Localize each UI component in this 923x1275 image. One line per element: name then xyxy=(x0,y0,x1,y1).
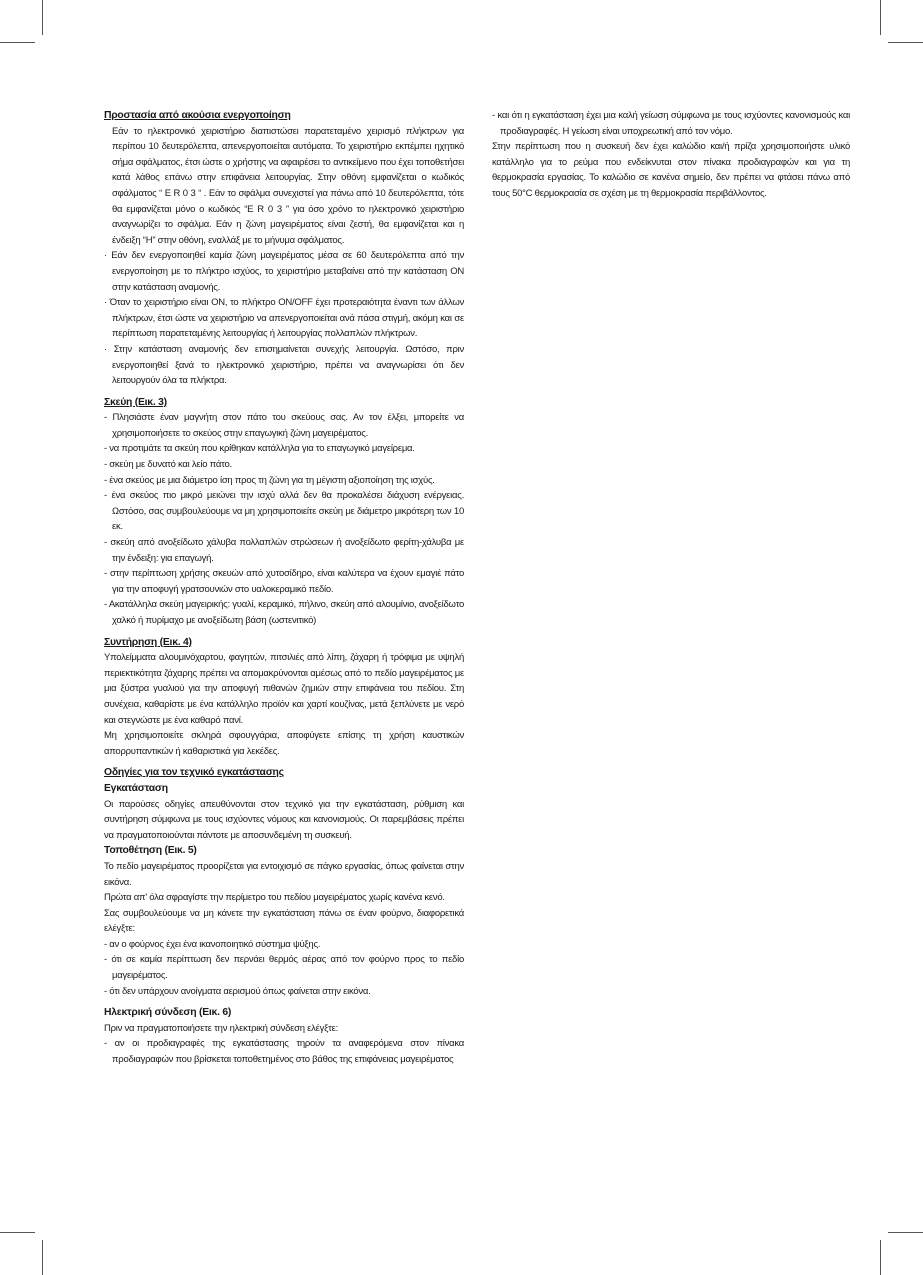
list-item: - αν ο φούρνος έχει ένα ικανοποιητικό σύστημα ψύξης. xyxy=(104,938,321,950)
list-item: - στην περίπτωση χρήσης σκευών από χυτοσίδηρο, είναι καλύτερα να έχουν εμαγιέ πάτο για την αποφυγή γρατσουνιών στο υαλοκεραμικό πεδίο. xyxy=(104,568,464,595)
left-column xyxy=(104,108,464,1068)
section-title-maintenance: Συντήρηση (Εικ. 4) xyxy=(104,636,192,648)
crop-mark xyxy=(0,42,35,43)
paragraph: Μη χρησιμοποιείτε σκληρά σφουγγάρια, αποφύγετε επίσης τη χρήση καυστικών απορρυπαντικών ή καθαριστικά για λεκέδες. xyxy=(104,730,464,757)
list-item: - να προτιμάτε τα σκεύη που κρίθηκαν κατάλληλα για το επαγωγικό μαγείρεμα. xyxy=(104,443,415,455)
crop-mark xyxy=(0,1232,35,1233)
list-item: - ότι δεν υπάρχουν ανοίγματα αερισμού όπως φαίνεται στην εικόνα. xyxy=(104,985,371,997)
list-item: - σκεύη από ανοξείδωτο χάλυβα πολλαπλών στρώσεων ή ανοξείδωτο φερίτη-χάλυβα με την ένδειξη: για επαγωγή. xyxy=(104,537,464,564)
list-item: · Εάν δεν ενεργοποιηθεί καμία ζώνη μαγειρέματος μέσα σε 60 δευτερόλεπτα από την ενεργοποίηση με το πλήκτρο ισχύος, το χειριστήριο μεταβαίνει από την κατάσταση ON στην κατάσταση αναμονής. xyxy=(104,250,464,293)
list-item: - ότι σε καμία περίπτωση δεν περνάει θερμός αέρας από τον φούρνο προς το πεδίο μαγειρέματος. xyxy=(104,954,464,982)
section-title-protection: Προστασία από ακούσια ενεργοποίηση xyxy=(104,110,291,121)
paragraph: Το πεδίο μαγειρέματος προορίζεται για εντοιχισμό σε πάγκο εργασίας, όπως φαίνεται στην εικόνα. xyxy=(104,860,464,888)
paragraph: Οι παρούσες οδηγίες απευθύνονται στον τεχνικό για την εγκατάσταση, ρύθμιση και συντήρηση σύμφωνα με τους ισχύοντες νόμους και κανονισμούς. Οι παρεμβάσεις πρέπει να πραγματοποιούνται πάντοτε με αποσυνδεμένη τη συσκευή. xyxy=(104,798,464,841)
crop-mark xyxy=(42,0,43,35)
list-item: - και ότι η εγκατάσταση έχει μια καλή γείωση σύμφωνα με τους ισχύοντες κανονισμούς και προδιαγραφές. Η γείωση είναι υποχρεωτική από τον νόμο. xyxy=(492,110,850,137)
crop-mark xyxy=(880,1240,881,1275)
list-item: - Ακατάλληλα σκεύη μαγειρικής: γυαλί, κεραμικό, πήλινο, σκεύη από αλουμίνιο, ανοξείδωτο χαλκό ή πυρίμαχο με ανοξείδωτη βάση (ωστενιτικό) xyxy=(104,599,464,626)
list-item: - σκεύη με δυνατό και λείο πάτο. xyxy=(104,459,232,471)
subsection-title-installation: Εγκατάσταση xyxy=(104,782,168,794)
crop-mark xyxy=(888,1232,923,1233)
section-title-installer: Οδηγίες για τον τεχνικό εγκατάστασης xyxy=(104,767,284,779)
paragraph: Στην περίπτωση που η συσκευή δεν έχει καλώδιο και/ή πρίζα χρησιμοποιήστε υλικό κατάλληλο για το ρεύμα που ενδείκνυται στον πίνακα προδιαγραφών και για τη θερμοκρασία εργασίας. Το καλώδιο σε κανένα σημείο, δεν πρέπει να φτάσει πάνω από τους 50°C θερμοκρασία σε σχέση με τη θερμοκρασία περιβάλλοντος. xyxy=(492,141,850,199)
section-title-cookware: Σκεύη (Εικ. 3) xyxy=(104,396,167,408)
crop-mark xyxy=(888,42,923,43)
crop-mark xyxy=(42,1240,43,1275)
list-item: · Όταν το χειριστήριο είναι ON, το πλήκτρο ON/OFF έχει προτεραιότητα έναντι των άλλων πλήκτρων, έτσι ώστε να χειριστήριο να απενεργοποιείται ανά πάσα στιγμή, ακόμη και σε περίπτωση παρατεταμένης λειτουργίας ή λειτουργίας πολλαπλών πλήκτρων. xyxy=(104,297,464,340)
list-item: - ένα σκεύος πιο μικρό μειώνει την ισχύ αλλά δεν θα προκαλέσει διάχυση ενέργειας. Ωστόσο, σας συμβουλεύουμε να μη χρησιμοποιείτε σκεύη με διάμετρο μικρότερη των 10 εκ. xyxy=(104,490,464,533)
section-title-placement: Τοποθέτηση (Εικ. 5) xyxy=(104,845,197,857)
list-item: · Στην κατάσταση αναμονής δεν επισημαίνεται συνεχής λειτουργία. Ωστόσο, πριν ενεργοποιηθεί ξανά το ηλεκτρονικό χειριστήριο, πρέπει να αναγνωρίσει ότι δεν λειτουργούν όλα τα πλήκτρα. xyxy=(104,343,464,387)
paragraph: Πρώτα απ' όλα σφραγίστε την περίμετρο του πεδίου μαγειρέματος χωρίς κανένα κενό. xyxy=(104,892,445,904)
list-item: - Πλησιάστε έναν μαγνήτη στον πάτο του σκεύους σας. Αν τον έλξει, μπορείτε να χρησιμοποιήσετε το σκεύος στην επαγωγική ζώνη μαγειρέματος. xyxy=(104,412,464,439)
section-title-electrical: Ηλεκτρική σύνδεση (Εικ. 6) xyxy=(104,1007,232,1019)
paragraph: Εάν το ηλεκτρονικό χειριστήριο διαπιστώσει παρατεταμένο χειρισμό πλήκτρων για περίπου 10 δευτερόλεπτα, απενεργοποιείται αυτόματα. Το χειριστήριο εκπέμπει ηχητικό σήμα σφάλματος, έτσι ώστε ο χρήστης να αφαιρέσει το αντικείμενο που έχει τοποθετήσει κατά λάθος επάνω στην επιφάνεια λειτουργίας. Στην οθόνη εμφανίζεται ο κωδικός σφάλματος “ E R 0 3 “ . Εάν το σφάλμα συνεχιστεί για πάνω από 10 δευτερόλεπτα, τότε θα εμφανίζεται μόνο ο κωδικός “E R 0 3 ” για όσο χρόνο το ηλεκτρονικό χειριστήριο αναγνωρίζει το σφάλμα. Εάν η ζώνη μαγειρέματος είναι ζεστή, θα εμφανίζεται και η ένδειξη “H” στην οθόνη, εναλλάξ με το μήνυμα σφάλματος. xyxy=(112,125,464,246)
list-item: - ένα σκεύος με μια διάμετρο ίση προς τη ζώνη για τη μέγιστη αξιοποίηση της ισχύς. xyxy=(104,474,435,486)
crop-mark xyxy=(880,0,881,35)
paragraph: Πριν να πραγματοποιήσετε την ηλεκτρική σύνδεση ελέγξτε: xyxy=(104,1022,339,1034)
paragraph: Σας συμβουλεύουμε να μη κάνετε την εγκατάσταση πάνω σε έναν φούρνο, διαφορετικά ελέγξτε: xyxy=(104,907,464,935)
right-column xyxy=(492,108,850,202)
list-item: - αν οι προδιαγραφές της εγκατάστασης τηρούν τα αναφερόμενα στον πίνακα προδιαγραφών που βρίσκεται τοποθετημένος στο βάθος της επιφάνειας μαγειρέματος xyxy=(104,1038,464,1066)
paragraph: Υπολείμματα αλουμινόχαρτου, φαγητών, πιτσιλιές από λίπη, ζάχαρη ή τρόφιμα με υψηλή περιεκτικότητα ζάχαρης πρέπει να απομακρύνονται αμέσως από το πεδίο μαγειρέματος με μια ξύστρα γυαλιού για την αποφυγή πιθανών ζημιών στην επιφάνεια του πεδίου. Στη συνέχεια, καθαρίστε με ένα κατάλληλο προϊόν και χαρτί κουζίνας, μετά ξεπλύνετε με νερό και στεγνώστε με ένα καθαρό πανί. xyxy=(104,652,464,726)
